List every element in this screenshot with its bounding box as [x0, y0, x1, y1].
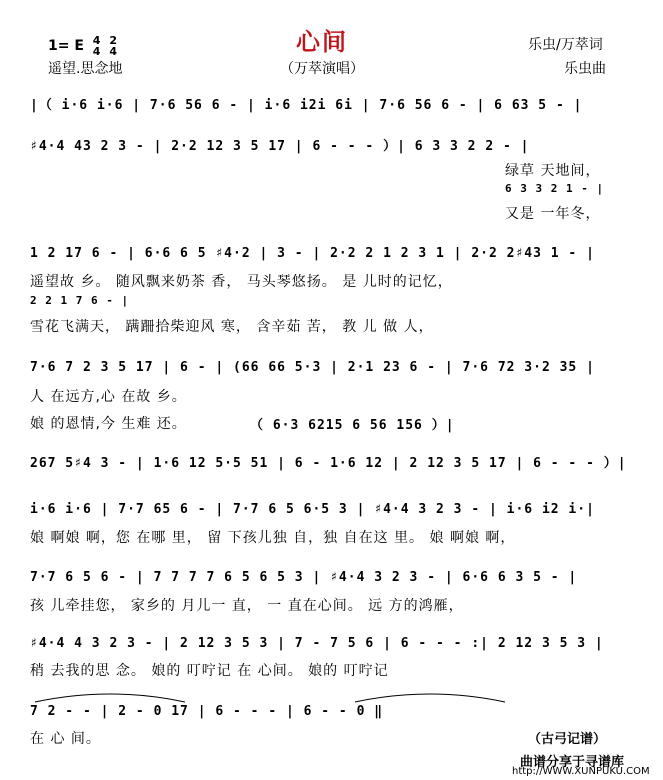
time-signature-a [93, 35, 101, 57]
lyric-line-3: 遥望故 乡。 随风飘来奶茶 香， 马头琴悠扬。 是 儿时的记忆， [30, 274, 453, 290]
tie-arc-1 [35, 694, 185, 702]
score-line-5: 267 5♯4 3 - | 1·6 12 5·5 51 | 6 - 1·6 12 | 2 12 3 5 17 | 6 - - - ）| [30, 456, 627, 471]
lyric-line-3b: 雪花飞满天， 蹒跚拾柴迎风 寒， 含辛茹 苦， 教 儿 做 人， [30, 319, 434, 335]
song-title: 心间 [296, 28, 348, 56]
lyric-line-8: 稍 去我的思 念。 娘的 叮咛记 在 心间。 娘的 叮咛记 [30, 663, 389, 679]
key-signature [48, 35, 117, 57]
time-sig-b-num: 2 [109, 34, 117, 47]
score-line-3: 1 2 17 6 - | 6·6 6 5 ♯4·2 | 3 - | 2·2 2 1 2 3 1 | 2·2 2♯43 1 - | [30, 246, 595, 261]
score-line-9: 7 2 - - | 2 - 0 17 | 6 - - - | 6 - - 0 ‖ [30, 704, 384, 719]
album-name: 遥望.思念地 [48, 61, 123, 77]
score-line-4: 7·6 7 2 3 5 17 | 6 - | (66 66 5·3 | 2·1 23 6 - | 7·6 72 3·2 35 | [30, 360, 595, 375]
site-url[interactable]: http://WWW.XUNPUKU.COM [512, 766, 650, 777]
performer: （万萃演唱） [280, 61, 364, 77]
score-line-7: 7·7 6 5 6 - | 7 7 7 7 6 5 6 5 3 | ♯4·4 3 2 3 - | 6·6 6 3 5 - | [30, 570, 578, 585]
lyric-line-2: 绿草 天地间， [505, 163, 601, 179]
lyricist: 乐虫/万萃词 [528, 37, 603, 53]
lyric-line-4b: 娘 的恩情,今 生难 还。 [30, 416, 187, 432]
score-line-8: ♯4·4 4 3 2 3 - | 2 12 3 5 3 | 7 - 7 5 6 | 6 - - - :| 2 12 3 5 3 | [30, 636, 604, 651]
score-line-2: ♯4·4 43 2 3 - | 2·2 12 3 5 17 | 6 - - - ）| 6 3 3 2 2 - | [30, 139, 530, 154]
lyric-line-7: 孩 儿牵挂您， 家乡的 月儿一 直， 一 直在心间。 远 方的鸿雁， [30, 598, 464, 614]
transcriber-credit: （古弓记谱） [528, 732, 607, 747]
score-line-6: i·6 i·6 | 7·7 65 6 - | 7·7 6 5 6·5 3 | ♯4·4 3 2 3 - | i·6 i2 i·| [30, 502, 595, 517]
composer: 乐虫曲 [564, 61, 606, 77]
lyric-line-4: 人 在远方,心 在故 乡。 [30, 389, 187, 405]
lyric-line-6: 娘 啊娘 啊，您 在哪 里， 留 下孩儿独 自，独 自在这 里。 娘 啊娘 啊， [30, 530, 516, 546]
lyric-line-2b: 又是 一年冬， [505, 206, 601, 222]
score-line-4b: （ 6·3 6215 6 56 156 ）| [250, 418, 455, 433]
score-line-2b: 6 3 3 2 1 - | [505, 182, 605, 195]
time-sig-a-num: 4 [92, 34, 101, 47]
lyric-line-9: 在 心 间。 [30, 731, 101, 747]
score-line-1: |（ i·6 i·6 | 7·6 56 6 - | i·6 i2i 6i | 7·6 56 6 - | 6 63 5 - | [30, 98, 583, 113]
key-text: 1= E [48, 38, 84, 54]
score-line-3b: 2 2 1 7 6 - | [30, 294, 130, 307]
share-note: 曲谱分享于寻谱库 [520, 755, 625, 770]
time-sig-a-den: 4 [92, 45, 101, 58]
tie-arc-2 [355, 694, 505, 702]
time-signature-b [109, 35, 117, 57]
time-sig-b-den: 4 [109, 45, 117, 58]
